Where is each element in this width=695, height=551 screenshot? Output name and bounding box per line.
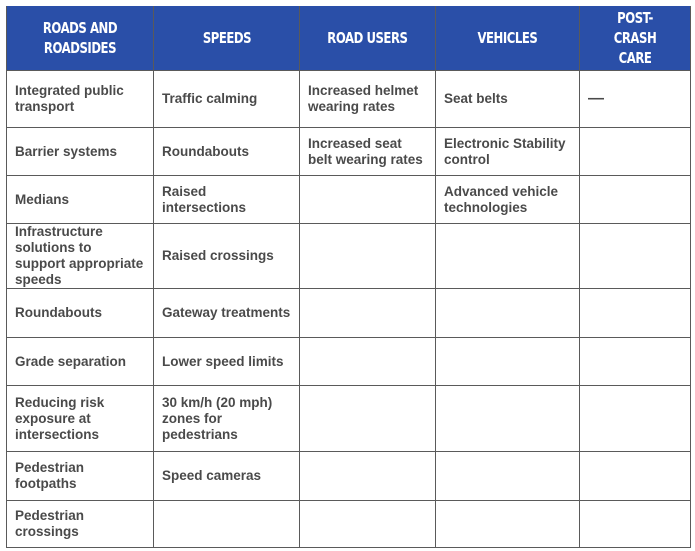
header-roads-and-roadsides: ROADS AND ROADSIDES	[7, 6, 154, 71]
table-cell	[580, 338, 691, 386]
table-cell: Gateway treatments	[154, 289, 300, 338]
table-cell: Increased seat belt wearing rates	[300, 128, 436, 176]
header-post-crash-care: POST-CRASH CARE	[580, 6, 691, 71]
table-cell: Speed cameras	[154, 452, 300, 501]
header-speeds: SPEEDS	[154, 6, 300, 71]
header-row	[7, 6, 691, 71]
table-cell	[436, 224, 580, 289]
table-row	[7, 289, 691, 338]
table-row	[7, 128, 691, 176]
table-cell	[436, 386, 580, 452]
table-cell: Lower speed limits	[154, 338, 300, 386]
table-row	[7, 501, 691, 548]
table-cell: Reducing risk exposure at intersections	[7, 386, 154, 452]
header-road-users: ROAD USERS	[300, 6, 436, 71]
table-row	[7, 452, 691, 501]
table-cell	[300, 501, 436, 548]
table-cell: Raised crossings	[154, 224, 300, 289]
road-safety-measures-table	[6, 6, 691, 548]
table-cell: Roundabouts	[7, 289, 154, 338]
table-cell	[580, 224, 691, 289]
table-cell: Barrier systems	[7, 128, 154, 176]
table-cell: Seat belts	[436, 71, 580, 128]
table-cell	[580, 452, 691, 501]
table-cell: Infrastructure solutions to support appropriate speeds	[7, 224, 154, 289]
table-cell	[300, 386, 436, 452]
table-cell	[580, 289, 691, 338]
table-cell: Advanced vehicle technologies	[436, 176, 580, 224]
table-cell: Increased helmet wearing rates	[300, 71, 436, 128]
table-cell	[300, 338, 436, 386]
table-row	[7, 224, 691, 289]
table-cell: Pedestrian footpaths	[7, 452, 154, 501]
table-cell	[300, 224, 436, 289]
table-cell	[300, 452, 436, 501]
table-cell: Medians	[7, 176, 154, 224]
header-vehicles: VEHICLES	[436, 6, 580, 71]
table-cell	[580, 71, 691, 128]
table-cell	[300, 176, 436, 224]
table-row	[7, 71, 691, 128]
table-cell	[580, 386, 691, 452]
table-cell	[436, 501, 580, 548]
table-cell: Raised intersections	[154, 176, 300, 224]
table-cell	[436, 289, 580, 338]
table-cell: Grade separation	[7, 338, 154, 386]
table-cell	[580, 128, 691, 176]
table-cell: Pedestrian crossings	[7, 501, 154, 548]
table-row	[7, 176, 691, 224]
table-row	[7, 338, 691, 386]
table-row	[7, 386, 691, 452]
dash-mark: —	[588, 90, 604, 107]
table-cell: Roundabouts	[154, 128, 300, 176]
table-cell	[300, 289, 436, 338]
table-cell: Integrated public transport	[7, 71, 154, 128]
table-cell	[580, 501, 691, 548]
table-cell	[436, 338, 580, 386]
table-cell	[436, 452, 580, 501]
table-cell: Traffic calming	[154, 71, 300, 128]
table-cell	[154, 501, 300, 548]
table-cell: 30 km/h (20 mph) zones for pedestrians	[154, 386, 300, 452]
table-cell: Electronic Stability control	[436, 128, 580, 176]
table-cell	[580, 176, 691, 224]
